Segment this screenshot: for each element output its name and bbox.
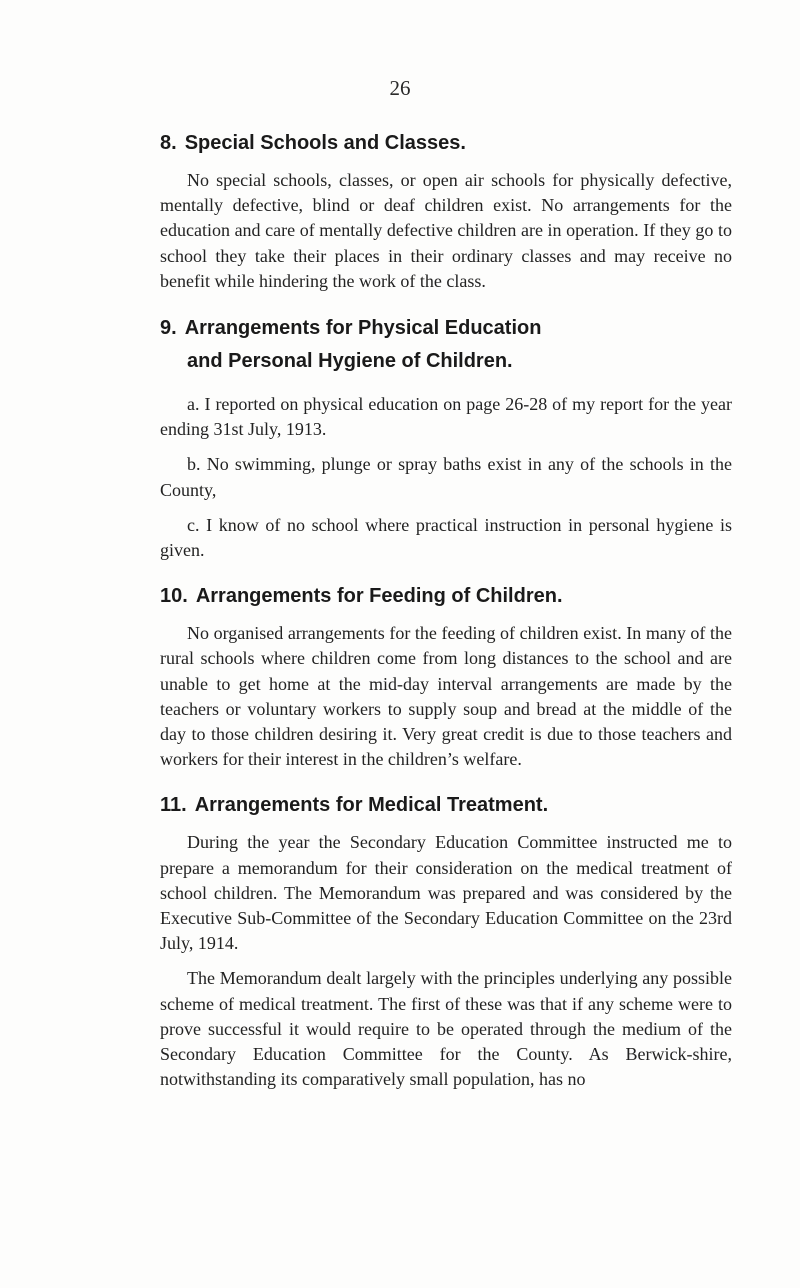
section-11-heading [160,790,732,820]
section-11-number: 11. [160,794,187,817]
section-8-paragraph-1: No special schools, classes, or open air schools for physically defective, mentally defective, blind or deaf children exist. No arrangements for the education and care of mentally defective children are in operation. If they go to school they take their places in their ordinary classes and may receive no benefit while hindering the work of the class. [160,170,732,291]
section-10-title: Arrangements for Feeding of Children. [195,585,563,608]
page-number: 26 [389,76,411,100]
section-9-item-b: b. No swimming, plunge or spray baths exist in any of the schools in the County, [160,454,732,500]
section-9-title-line-2: and Personal Hygiene of Children. [187,350,513,373]
section-8-title: Special Schools and Classes. [184,132,466,154]
section-9-heading [160,312,732,378]
section-10-number: 10. [160,585,188,608]
document-body [160,128,732,1092]
section-8-heading [160,128,732,158]
section-11-paragraph-2: The Memorandum dealt largely with the principles underlying any possible scheme of medical treatment. The first of these was that if any scheme were to prove successful it would require to be operated through the medium of the Secondary Education Committee for the County. As Berwick-shire, notwithstanding its comparatively small population, has no [160,968,732,1090]
section-11-title: Arrangements for Medical Treatment. [194,794,549,817]
section-9-number: 9. [160,317,177,340]
section-9-item-a: a. I reported on physical education on page 26-28 of my report for the year ending 31st July, 1913. [160,394,732,440]
section-10-paragraph-1: No organised arrangements for the feeding of children exist. In many of the rural schools where children come from long distances to the school and are unable to get home at the mid-day interval arrangements are made by the teachers or voluntary workers to supply soup and bread at the middle of the day to those children desiring it. Very great credit is due to those teachers and workers for their interest in the children’s welfare. [160,623,732,770]
section-9-item-c: c. I know of no school where practical instruction in personal hygiene is given. [160,514,732,561]
section-11-paragraph-1: During the year the Secondary Education Committee instructed me to prepare a memorandum for their consideration on the medical treatment of school children. The Memorandum was prepared and was considered by the Executive Sub-Committee of the Secondary Education Committee on the 23rd July, 1914. [160,832,732,954]
section-10-heading [160,581,732,611]
section-9-title-line-1: Arrangements for Physical Education [184,317,542,340]
section-8-number: 8. [160,132,177,154]
